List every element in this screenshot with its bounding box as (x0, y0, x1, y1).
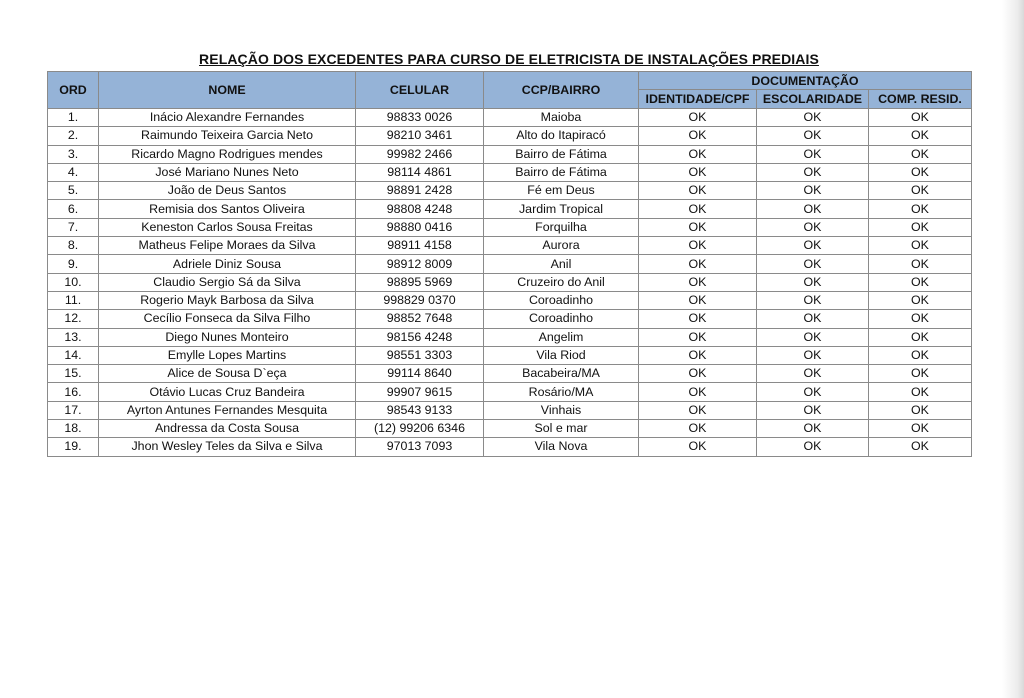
cell-ord: 13. (48, 328, 99, 346)
cell-identidade-cpf: OK (639, 163, 757, 181)
col-header-documentacao: DOCUMENTAÇÃO (639, 72, 972, 90)
cell-identidade-cpf: OK (639, 310, 757, 328)
cell-comp-resid: OK (869, 109, 972, 127)
cell-bairro: Bacabeira/MA (484, 365, 639, 383)
cell-comp-resid: OK (869, 127, 972, 145)
col-header-celular: CELULAR (356, 72, 484, 109)
table-row (48, 328, 972, 346)
cell-identidade-cpf: OK (639, 255, 757, 273)
col-header-comp-resid: COMP. RESID. (869, 90, 972, 109)
table-row (48, 310, 972, 328)
cell-comp-resid: OK (869, 218, 972, 236)
cell-escolaridade: OK (757, 310, 869, 328)
cell-ord: 5. (48, 182, 99, 200)
table-row (48, 438, 972, 456)
cell-bairro: Anil (484, 255, 639, 273)
cell-ord: 10. (48, 273, 99, 291)
cell-ord: 18. (48, 420, 99, 438)
table-row (48, 163, 972, 181)
table-row (48, 109, 972, 127)
cell-celular: 99982 2466 (356, 145, 484, 163)
cell-nome: José Mariano Nunes Neto (99, 163, 356, 181)
cell-bairro: Vila Riod (484, 346, 639, 364)
cell-comp-resid: OK (869, 401, 972, 419)
cell-comp-resid: OK (869, 438, 972, 456)
col-header-identidade-cpf: IDENTIDADE/CPF (639, 90, 757, 109)
cell-bairro: Forquilha (484, 218, 639, 236)
document-title: RELAÇÃO DOS EXCEDENTES PARA CURSO DE ELETRICISTA DE INSTALAÇÕES PREDIAIS (199, 51, 819, 67)
cell-escolaridade: OK (757, 438, 869, 456)
cell-celular: 99907 9615 (356, 383, 484, 401)
cell-celular: 98880 0416 (356, 218, 484, 236)
cell-celular: 98543 9133 (356, 401, 484, 419)
cell-celular: 98833 0026 (356, 109, 484, 127)
table-row (48, 420, 972, 438)
cell-comp-resid: OK (869, 237, 972, 255)
cell-nome: Remisia dos Santos Oliveira (99, 200, 356, 218)
table-row (48, 291, 972, 309)
cell-bairro: Sol e mar (484, 420, 639, 438)
cell-comp-resid: OK (869, 163, 972, 181)
table-row (48, 255, 972, 273)
cell-comp-resid: OK (869, 182, 972, 200)
cell-comp-resid: OK (869, 145, 972, 163)
cell-identidade-cpf: OK (639, 145, 757, 163)
cell-identidade-cpf: OK (639, 383, 757, 401)
cell-bairro: Angelim (484, 328, 639, 346)
cell-bairro: Vila Nova (484, 438, 639, 456)
cell-celular: (12) 99206 6346 (356, 420, 484, 438)
cell-comp-resid: OK (869, 291, 972, 309)
cell-identidade-cpf: OK (639, 200, 757, 218)
col-header-nome: NOME (99, 72, 356, 109)
cell-ord: 8. (48, 237, 99, 255)
cell-identidade-cpf: OK (639, 346, 757, 364)
cell-identidade-cpf: OK (639, 365, 757, 383)
table-body (48, 109, 972, 457)
table-row (48, 273, 972, 291)
cell-comp-resid: OK (869, 328, 972, 346)
cell-comp-resid: OK (869, 273, 972, 291)
cell-ord: 2. (48, 127, 99, 145)
cell-identidade-cpf: OK (639, 109, 757, 127)
table-row (48, 200, 972, 218)
cell-celular: 98210 3461 (356, 127, 484, 145)
cell-celular: 98808 4248 (356, 200, 484, 218)
table-row (48, 383, 972, 401)
cell-ord: 11. (48, 291, 99, 309)
cell-nome: João de Deus Santos (99, 182, 356, 200)
cell-nome: Ayrton Antunes Fernandes Mesquita (99, 401, 356, 419)
cell-comp-resid: OK (869, 255, 972, 273)
cell-identidade-cpf: OK (639, 237, 757, 255)
cell-identidade-cpf: OK (639, 438, 757, 456)
cell-escolaridade: OK (757, 255, 869, 273)
cell-escolaridade: OK (757, 237, 869, 255)
cell-nome: Keneston Carlos Sousa Freitas (99, 218, 356, 236)
cell-comp-resid: OK (869, 420, 972, 438)
cell-ord: 14. (48, 346, 99, 364)
cell-ord: 19. (48, 438, 99, 456)
cell-comp-resid: OK (869, 383, 972, 401)
table-row (48, 346, 972, 364)
cell-nome: Jhon Wesley Teles da Silva e Silva (99, 438, 356, 456)
cell-celular: 98551 3303 (356, 346, 484, 364)
cell-identidade-cpf: OK (639, 273, 757, 291)
table-row (48, 365, 972, 383)
cell-celular: 98114 4861 (356, 163, 484, 181)
page-edge-shadow (1002, 0, 1024, 698)
cell-nome: Raimundo Teixeira Garcia Neto (99, 127, 356, 145)
cell-escolaridade: OK (757, 127, 869, 145)
cell-nome: Otávio Lucas Cruz Bandeira (99, 383, 356, 401)
table-row (48, 218, 972, 236)
cell-identidade-cpf: OK (639, 420, 757, 438)
cell-bairro: Vinhais (484, 401, 639, 419)
cell-identidade-cpf: OK (639, 291, 757, 309)
col-header-ord: ORD (48, 72, 99, 109)
cell-nome: Rogerio Mayk Barbosa da Silva (99, 291, 356, 309)
cell-ord: 7. (48, 218, 99, 236)
cell-escolaridade: OK (757, 383, 869, 401)
cell-celular: 97013 7093 (356, 438, 484, 456)
table-row (48, 182, 972, 200)
cell-celular: 99114 8640 (356, 365, 484, 383)
cell-bairro: Bairro de Fátima (484, 163, 639, 181)
col-header-ccp-bairro: CCP/BAIRRO (484, 72, 639, 109)
cell-escolaridade: OK (757, 145, 869, 163)
cell-escolaridade: OK (757, 346, 869, 364)
cell-ord: 16. (48, 383, 99, 401)
cell-bairro: Jardim Tropical (484, 200, 639, 218)
cell-nome: Matheus Felipe Moraes da Silva (99, 237, 356, 255)
table-row (48, 145, 972, 163)
cell-bairro: Bairro de Fátima (484, 145, 639, 163)
cell-nome: Ricardo Magno Rodrigues mendes (99, 145, 356, 163)
cell-celular: 98891 2428 (356, 182, 484, 200)
cell-bairro: Coroadinho (484, 291, 639, 309)
cell-ord: 1. (48, 109, 99, 127)
cell-celular: 998829 0370 (356, 291, 484, 309)
cell-comp-resid: OK (869, 200, 972, 218)
cell-ord: 6. (48, 200, 99, 218)
cell-identidade-cpf: OK (639, 127, 757, 145)
cell-bairro: Alto do Itapiracó (484, 127, 639, 145)
cell-identidade-cpf: OK (639, 401, 757, 419)
cell-ord: 3. (48, 145, 99, 163)
cell-celular: 98156 4248 (356, 328, 484, 346)
cell-identidade-cpf: OK (639, 218, 757, 236)
cell-ord: 15. (48, 365, 99, 383)
cell-escolaridade: OK (757, 365, 869, 383)
cell-nome: Andressa da Costa Sousa (99, 420, 356, 438)
cell-comp-resid: OK (869, 310, 972, 328)
cell-bairro: Maioba (484, 109, 639, 127)
table-row (48, 237, 972, 255)
cell-nome: Diego Nunes Monteiro (99, 328, 356, 346)
cell-nome: Alice de Sousa D`eça (99, 365, 356, 383)
cell-celular: 98912 8009 (356, 255, 484, 273)
cell-escolaridade: OK (757, 109, 869, 127)
cell-identidade-cpf: OK (639, 182, 757, 200)
cell-bairro: Coroadinho (484, 310, 639, 328)
cell-escolaridade: OK (757, 291, 869, 309)
cell-escolaridade: OK (757, 200, 869, 218)
table-row (48, 401, 972, 419)
cell-escolaridade: OK (757, 182, 869, 200)
cell-nome: Adriele Diniz Sousa (99, 255, 356, 273)
cell-nome: Inácio Alexandre Fernandes (99, 109, 356, 127)
cell-nome: Emylle Lopes Martins (99, 346, 356, 364)
cell-escolaridade: OK (757, 401, 869, 419)
cell-bairro: Cruzeiro do Anil (484, 273, 639, 291)
cell-ord: 4. (48, 163, 99, 181)
cell-escolaridade: OK (757, 163, 869, 181)
cell-celular: 98895 5969 (356, 273, 484, 291)
cell-bairro: Fé em Deus (484, 182, 639, 200)
col-header-escolaridade: ESCOLARIDADE (757, 90, 869, 109)
cell-bairro: Aurora (484, 237, 639, 255)
cell-identidade-cpf: OK (639, 328, 757, 346)
cell-escolaridade: OK (757, 420, 869, 438)
cell-escolaridade: OK (757, 218, 869, 236)
cell-comp-resid: OK (869, 365, 972, 383)
cell-comp-resid: OK (869, 346, 972, 364)
table-row (48, 127, 972, 145)
cell-celular: 98911 4158 (356, 237, 484, 255)
cell-ord: 9. (48, 255, 99, 273)
cell-ord: 17. (48, 401, 99, 419)
cell-nome: Claudio Sergio Sá da Silva (99, 273, 356, 291)
cell-escolaridade: OK (757, 328, 869, 346)
cell-bairro: Rosário/MA (484, 383, 639, 401)
cell-escolaridade: OK (757, 273, 869, 291)
excedentes-table (47, 71, 972, 457)
table-header (48, 72, 972, 109)
cell-ord: 12. (48, 310, 99, 328)
cell-celular: 98852 7648 (356, 310, 484, 328)
cell-nome: Cecílio Fonseca da Silva Filho (99, 310, 356, 328)
